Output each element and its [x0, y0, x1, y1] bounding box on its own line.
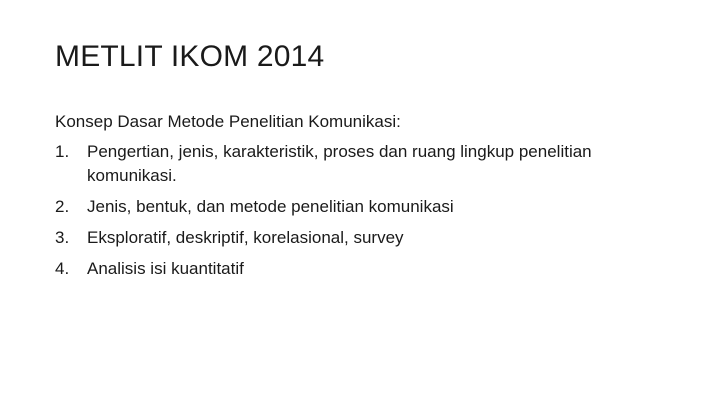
list-text: Jenis, bentuk, dan metode penelitian komunikasi — [87, 197, 454, 216]
list-number: 4. — [55, 259, 70, 278]
slide-title: METLIT IKOM 2014 — [55, 40, 325, 73]
topic-list — [55, 140, 675, 281]
slide-body — [55, 110, 675, 288]
list-item — [55, 195, 675, 219]
list-number: 3. — [55, 228, 70, 247]
list-item — [55, 140, 675, 188]
list-text: Pengertian, jenis, karakteristik, proses dan ruang lingkup penelitian komunikasi. — [87, 142, 592, 185]
list-number: 2. — [55, 197, 70, 216]
list-text: Analisis isi kuantitatif — [87, 259, 244, 278]
list-number: 1. — [55, 142, 70, 161]
list-item — [55, 257, 675, 281]
list-item — [55, 226, 675, 250]
intro-text: Konsep Dasar Metode Penelitian Komunikasi: — [55, 112, 401, 131]
list-text: Eksploratif, deskriptif, korelasional, survey — [87, 228, 404, 247]
